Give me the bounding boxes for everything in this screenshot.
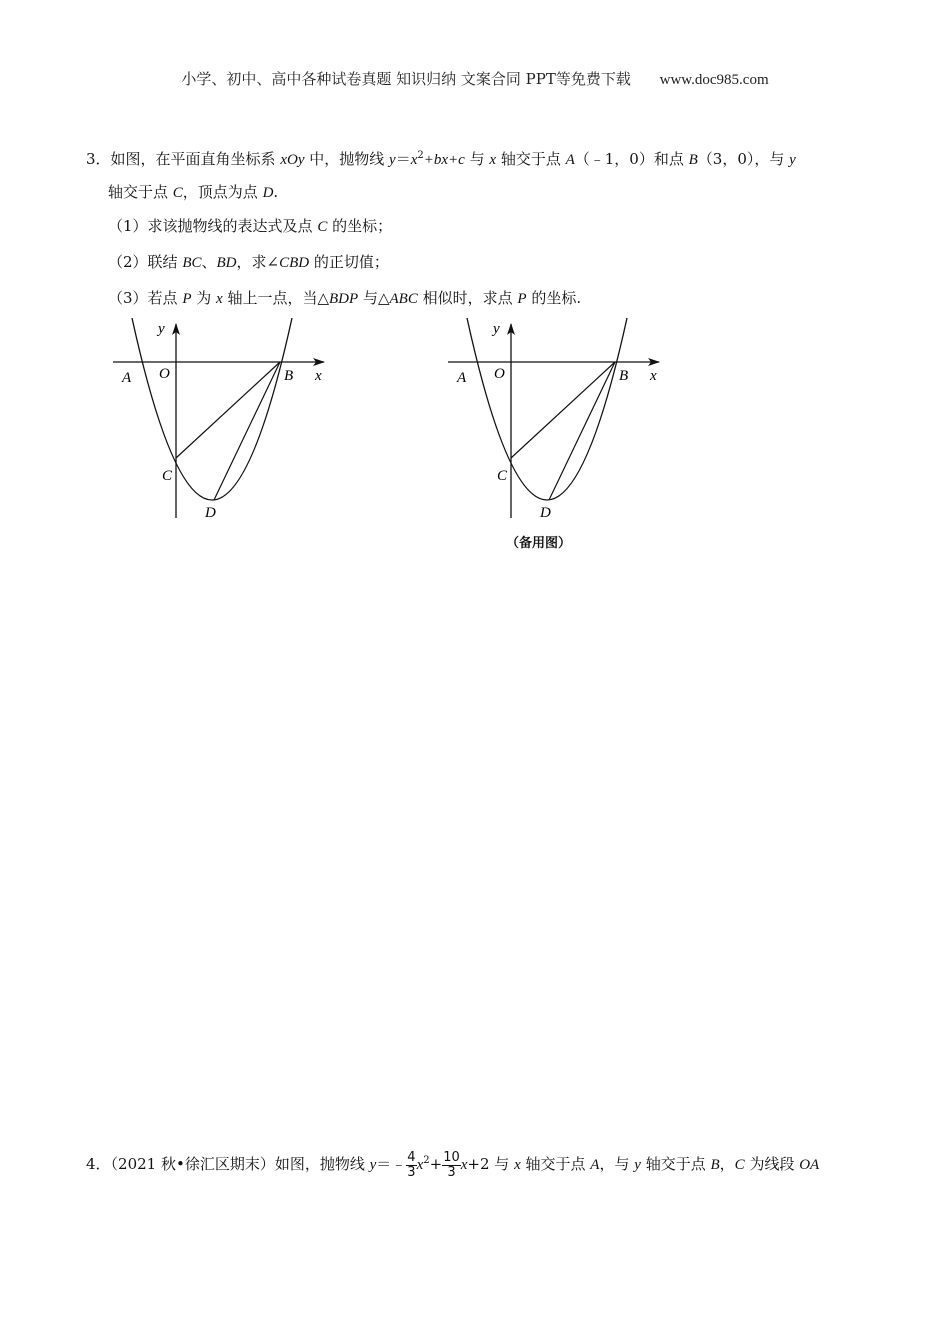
text: （3，0），与 (697, 150, 790, 168)
parabola-figure-backup (443, 318, 673, 523)
var: x (416, 1157, 424, 1173)
text: 与△ (358, 289, 390, 307)
var: B (710, 1157, 720, 1173)
text: （﹣1，0）和点 (574, 150, 689, 168)
var: x (410, 152, 418, 168)
label-o: O (159, 366, 170, 382)
var: x (216, 291, 223, 307)
text: 轴交于点 (640, 1155, 711, 1173)
frac-den: 3 (407, 1164, 416, 1180)
frac-num: 4 (407, 1149, 416, 1165)
label-x: x (650, 368, 657, 384)
sup: 2 (423, 1155, 430, 1166)
var: x (514, 1157, 521, 1173)
var: y (369, 1157, 377, 1173)
label-b: B (619, 368, 629, 384)
figure-main (108, 318, 338, 523)
label-x: x (315, 368, 322, 384)
text: 轴交于点 (108, 183, 173, 201)
q3-part3 (108, 288, 581, 309)
var: C (734, 1157, 745, 1173)
var: A (565, 152, 575, 168)
parabola-curve (132, 318, 292, 500)
label-o: O (494, 366, 505, 382)
var: x (460, 1157, 468, 1173)
var: P (517, 291, 527, 307)
text: . (273, 183, 279, 201)
label-d: D (540, 505, 551, 521)
var: OA (799, 1157, 820, 1173)
label-d: D (205, 505, 216, 521)
text: 为线段 (744, 1155, 800, 1173)
segment-bd (549, 362, 615, 500)
text: + (429, 1155, 443, 1173)
page-header (0, 68, 950, 89)
text: 的坐标. (526, 289, 582, 307)
label-y: y (158, 321, 165, 337)
fraction-10-3 (442, 1151, 461, 1180)
text: +2 与 (467, 1155, 515, 1173)
var: +bx+c (423, 152, 465, 168)
text: 为 (191, 289, 217, 307)
text: 相似时，求点 (417, 289, 518, 307)
text: ，与 (599, 1155, 635, 1173)
label-c: C (162, 468, 173, 484)
label-b: B (284, 368, 294, 384)
header-site: www.doc985.com (659, 72, 769, 88)
label-a: A (457, 370, 467, 386)
header-text: 小学、初中、高中各种试卷真题 知识归纳 文案合同 PPT等免费下载 (181, 70, 631, 88)
q3-part1 (108, 216, 392, 237)
q3-number: 3． (86, 150, 111, 168)
text: （2021 秋•徐汇区期末）如图，抛物线 (110, 1155, 370, 1173)
text: ， (719, 1155, 735, 1173)
var: C (172, 185, 183, 201)
text: （3）若点 (108, 289, 183, 307)
segment-bd (214, 362, 280, 500)
q4-number: 4． (86, 1155, 111, 1173)
label-y: y (493, 321, 500, 337)
text: 的正切值； (309, 253, 389, 271)
fraction-4-3 (406, 1151, 416, 1180)
var: P (182, 291, 192, 307)
var: B (688, 152, 698, 168)
text: 与 (464, 150, 490, 168)
parabola-figure (108, 318, 338, 523)
text: 轴交于点 (496, 150, 566, 168)
text: ，求∠ (236, 253, 280, 271)
label-a: A (122, 370, 132, 386)
var: BDP (329, 291, 359, 307)
text: （2）联结 (108, 253, 183, 271)
frac-den: 3 (447, 1164, 456, 1180)
parabola-curve (467, 318, 627, 500)
text: 如图，在平面直角坐标系 (110, 150, 281, 168)
var: x (489, 152, 497, 168)
var: C (317, 219, 328, 235)
figure-caption: （备用图） (506, 536, 572, 551)
text: ，顶点为点 (182, 183, 263, 201)
segment-bc (511, 362, 615, 458)
q3-line2 (108, 182, 278, 203)
var: y (789, 152, 796, 168)
q3-part2 (108, 252, 389, 273)
var: y (389, 152, 396, 168)
var: A (590, 1157, 600, 1173)
text: 轴上一点，当△ (222, 289, 330, 307)
var: xOy (280, 152, 305, 168)
label-c: C (497, 468, 508, 484)
var: BD (216, 255, 237, 271)
segment-bc (176, 362, 280, 458)
sup: 2 (417, 150, 424, 161)
figure-backup (443, 318, 673, 523)
text: 的坐标； (327, 217, 393, 235)
var: y (634, 1157, 641, 1173)
q4-line1 (86, 1144, 819, 1182)
var: D (262, 185, 274, 201)
var: ABC (389, 291, 418, 307)
text: 中，抛物线 (304, 150, 390, 168)
text: （1）求该抛物线的表达式及点 (108, 217, 318, 235)
var: CBD (279, 255, 310, 271)
text: 、 (201, 253, 217, 271)
text: ＝ (395, 150, 411, 168)
text: 轴交于点 (520, 1155, 591, 1173)
var: BC (182, 255, 202, 271)
q3-line1 (86, 146, 796, 170)
text: ＝﹣ (376, 1155, 407, 1173)
frac-num: 10 (443, 1149, 460, 1165)
